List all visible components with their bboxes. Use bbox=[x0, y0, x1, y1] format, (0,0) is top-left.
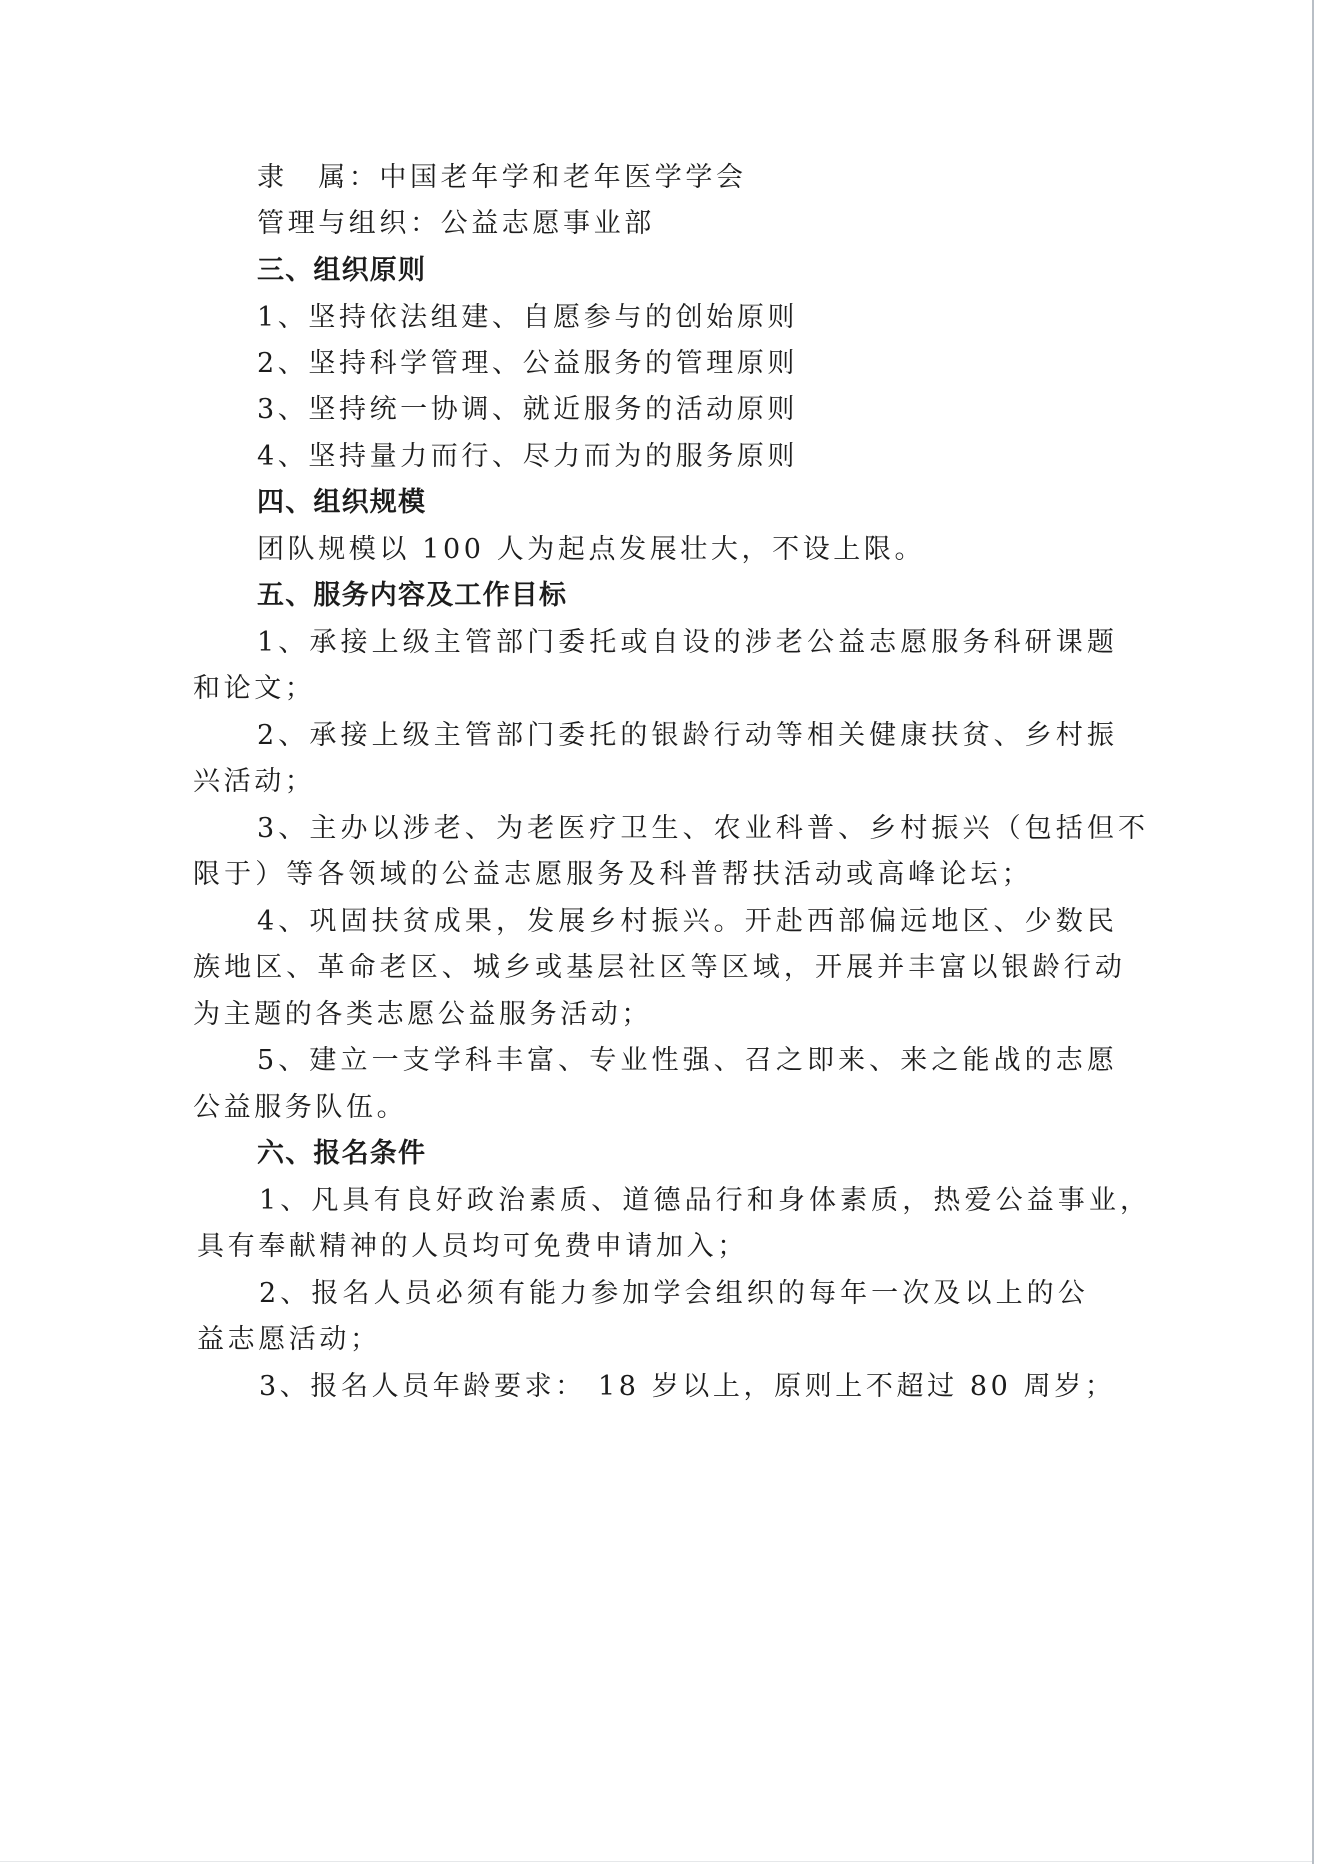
eligibility-item-line: 2、报名人员必须有能力参加学会组织的每年一次及以上的公 bbox=[259, 1278, 1089, 1309]
eligibility-item-line: 3、报名人员年龄要求： 18 岁以上，原则上不超过 80 周岁； bbox=[259, 1371, 1116, 1402]
eligibility-item-line: 1、凡具有良好政治素质、道德品行和身体素质，热爱公益事业， bbox=[259, 1185, 1152, 1216]
scan-edge-right bbox=[1312, 0, 1314, 1864]
principle-item: 2、坚持科学管理、公益服务的管理原则 bbox=[257, 348, 798, 379]
service-item-line: 4、巩固扶贫成果，发展乡村振兴。开赴西部偏远地区、少数民 bbox=[257, 906, 1118, 937]
affiliation-line: 隶 属：中国老年学和老年医学学会 bbox=[257, 162, 747, 193]
section-heading-services: 五、服务内容及工作目标 bbox=[257, 580, 568, 611]
section-heading-scale: 四、组织规模 bbox=[257, 487, 427, 518]
principle-item: 1、坚持依法组建、自愿参与的创始原则 bbox=[257, 302, 798, 333]
service-item-line: 1、承接上级主管部门委托或自设的涉老公益志愿服务科研课题 bbox=[257, 627, 1118, 658]
management-line: 管理与组织：公益志愿事业部 bbox=[257, 208, 655, 239]
service-item-line: 公益服务队伍。 bbox=[193, 1092, 408, 1123]
service-item-line: 2、承接上级主管部门委托的银龄行动等相关健康扶贫、乡村振 bbox=[257, 720, 1118, 751]
section-heading-eligibility: 六、报名条件 bbox=[257, 1138, 427, 1169]
principle-item: 4、坚持量力而行、尽力而为的服务原则 bbox=[257, 441, 798, 472]
service-item-line: 族地区、革命老区、城乡或基层社区等区域，开展并丰富以银龄行动 bbox=[193, 952, 1126, 983]
service-item-line: 和论文； bbox=[193, 673, 316, 704]
service-item-line: 3、主办以涉老、为老医疗卫生、农业科普、乡村振兴（包括但不 bbox=[257, 813, 1150, 844]
service-item-line: 为主题的各类志愿公益服务活动； bbox=[193, 999, 652, 1030]
principle-item: 3、坚持统一协调、就近服务的活动原则 bbox=[257, 394, 798, 425]
eligibility-item-line: 具有奉献精神的人员均可免费申请加入； bbox=[197, 1231, 748, 1262]
service-item-line: 兴活动； bbox=[193, 766, 316, 797]
section-heading-principles: 三、组织原则 bbox=[257, 255, 427, 286]
scan-edge-bottom bbox=[0, 1861, 1312, 1862]
eligibility-item-line: 益志愿活动； bbox=[197, 1324, 381, 1355]
scale-paragraph: 团队规模以 100 人为起点发展壮大，不设上限。 bbox=[257, 534, 926, 565]
service-item-line: 限于）等各领域的公益志愿服务及科普帮扶活动或高峰论坛； bbox=[193, 859, 1033, 890]
service-item-line: 5、建立一支学科丰富、专业性强、召之即来、来之能战的志愿 bbox=[257, 1045, 1118, 1076]
